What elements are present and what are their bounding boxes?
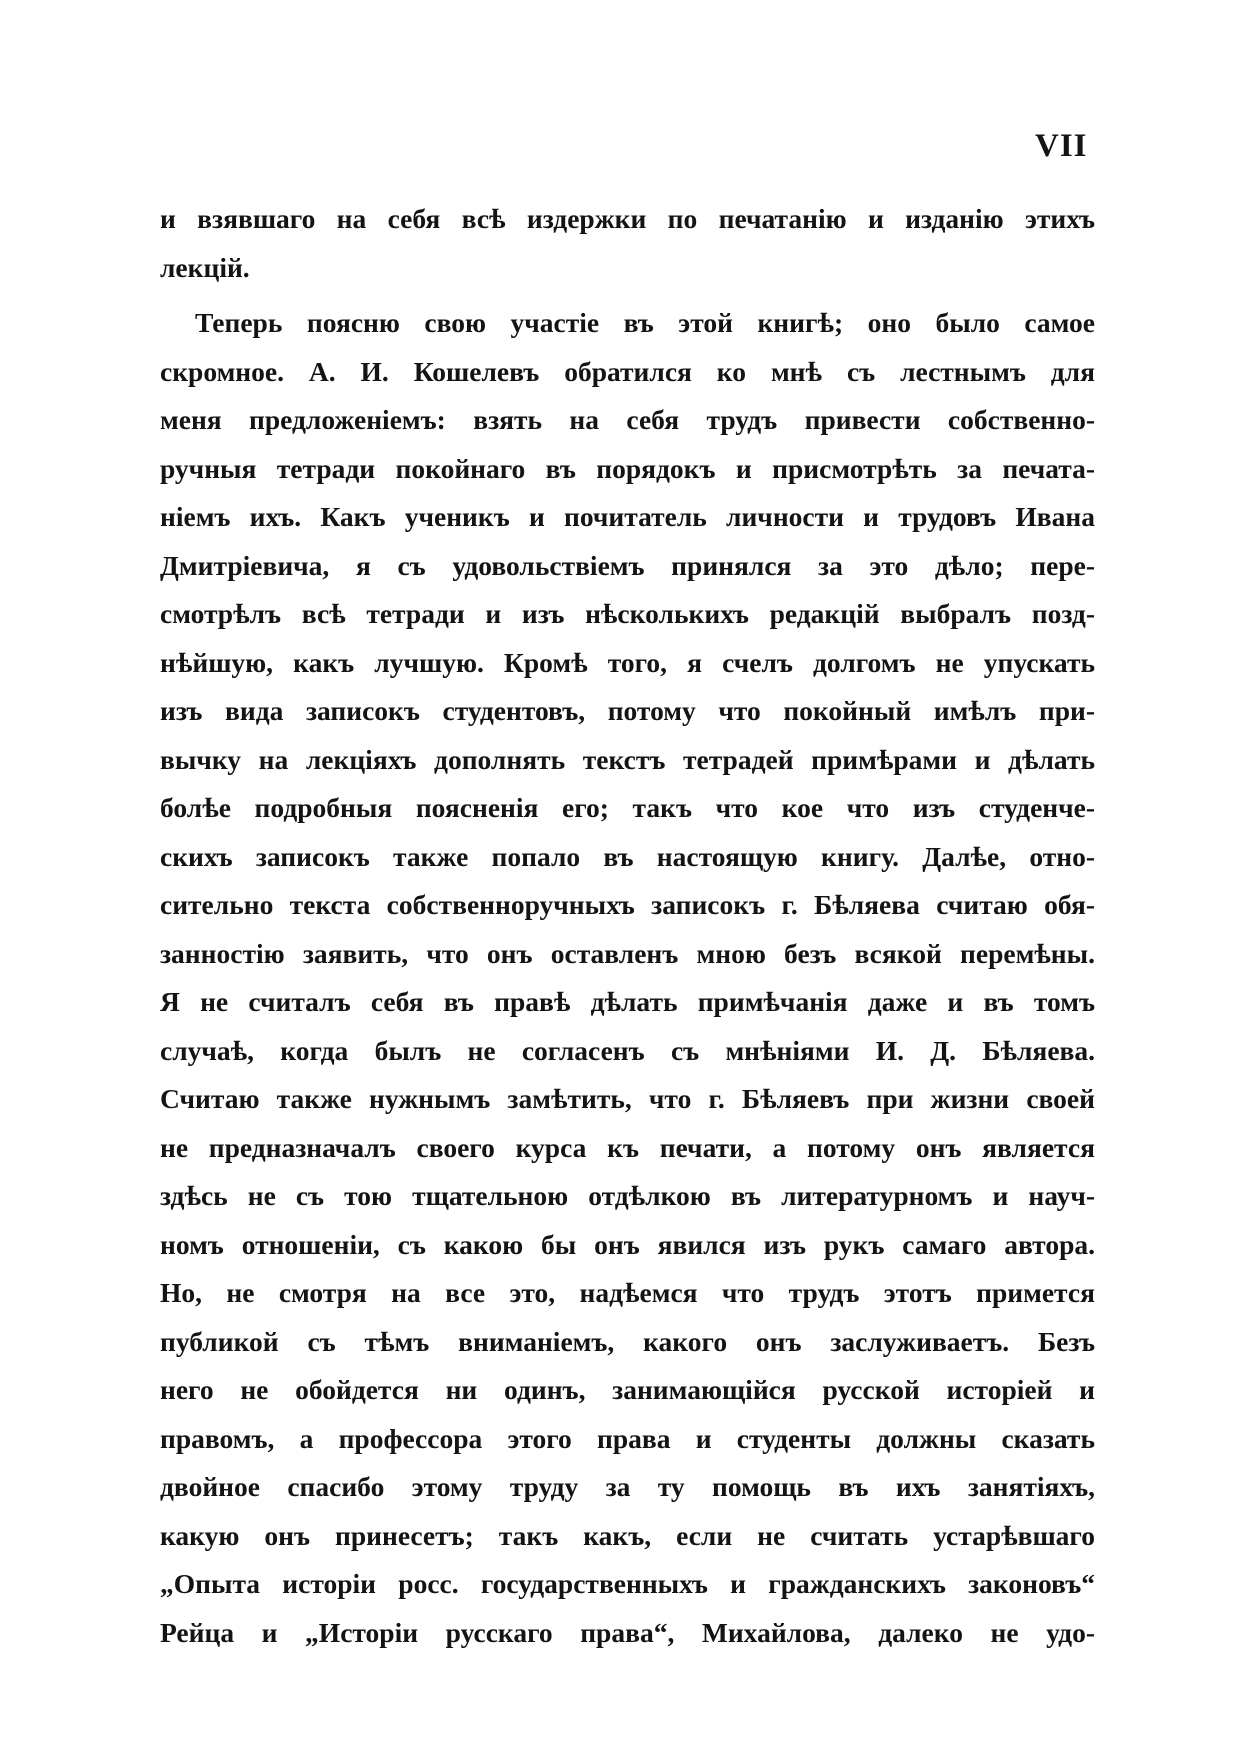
text-line: здѣсь не съ тою тщательною отдѣлкою въ литературномъ и науч- xyxy=(160,1180,1095,1211)
text-line: нѣйшую, какъ лучшую. Кромѣ того, я счелъ долгомъ не упускать xyxy=(160,646,1095,678)
text-line: него не обойдется ни одинъ, занимающійся русской исторіей и xyxy=(160,1374,1095,1405)
text-line: „Опыта исторіи росс. государственныхъ и гражданскихъ законовъ“ xyxy=(160,1568,1095,1599)
text-line: болѣе подробныя поясненія его; такъ что кое что изъ студенче- xyxy=(160,792,1095,823)
text-line: Считаю также нужнымъ замѣтить, что г. Бѣляевъ при жизни своей xyxy=(160,1083,1095,1114)
text-line: Но, не смотря на все это, надѣемся что трудъ этотъ примется xyxy=(160,1277,1095,1308)
text-line: не предназначалъ своего курса къ печати, а потому онъ является xyxy=(160,1131,1095,1163)
text-line: ніемъ ихъ. Какъ ученикъ и почитатель личности и трудовъ Ивана xyxy=(160,501,1095,532)
text-line: скихъ записокъ также попало въ настоящую книгу. Далѣе, отно- xyxy=(160,840,1095,872)
text-line: изъ вида записокъ студентовъ, потому что покойный имѣлъ при- xyxy=(160,695,1095,726)
text-line: двойное спасибо этому труду за ту помощь въ ихъ занятіяхъ, xyxy=(160,1471,1095,1502)
text-line: скромное. А. И. Кошелевъ обратился ко мнѣ съ лестнымъ для xyxy=(160,355,1095,387)
paragraph-gap xyxy=(160,292,1095,299)
text-line: Дмитріевича, я съ удовольствіемъ принялся за это дѣло; пере- xyxy=(160,549,1095,581)
text-line: и взявшаго на себя всѣ издержки по печатанію и изданію этихъ xyxy=(160,203,1095,234)
text-line: какую онъ принесетъ; такъ какъ, если не считать устарѣвшаго xyxy=(160,1519,1095,1551)
text-line: сительно текста собственноручныхъ записокъ г. Бѣляева считаю обя- xyxy=(160,889,1095,920)
page-number: VII xyxy=(1035,128,1088,164)
text-line: вычку на лекціяхъ дополнять текстъ тетрадей примѣрами и дѣлать xyxy=(160,743,1095,775)
text-line: случаѣ, когда былъ не согласенъ съ мнѣніями И. Д. Бѣляева. xyxy=(160,1034,1095,1066)
text-line: Я не считалъ себя въ правѣ дѣлать примѣчанія даже и въ томъ xyxy=(160,986,1095,1017)
text-line: Теперь поясню свою участіе въ этой книгѣ; оно было самое xyxy=(195,307,1095,338)
body-text xyxy=(160,195,1095,1657)
text-line: занностію заявить, что онъ оставленъ мною безъ всякой перемѣны. xyxy=(160,937,1095,969)
text-line: смотрѣлъ всѣ тетради и изъ нѣсколькихъ редакцій выбралъ позд- xyxy=(160,598,1095,629)
text-line: Рейца и „Исторіи русскаго права“, Михайлова, далеко не удо- xyxy=(160,1616,1095,1648)
text-line: правомъ, а профессора этого права и студенты должны сказать xyxy=(160,1422,1095,1454)
text-line: лекцій. xyxy=(160,251,250,283)
text-line: публикой съ тѣмъ вниманіемъ, какого онъ заслуживаетъ. Безъ xyxy=(160,1325,1095,1357)
text-line: номъ отношеніи, съ какою бы онъ явился изъ рукъ самаго автора. xyxy=(160,1228,1095,1260)
text-line: меня предложеніемъ: взять на себя трудъ привести собственно- xyxy=(160,404,1095,435)
text-line: ручныя тетради покойнаго въ порядокъ и присмотрѣть за печата- xyxy=(160,452,1095,484)
